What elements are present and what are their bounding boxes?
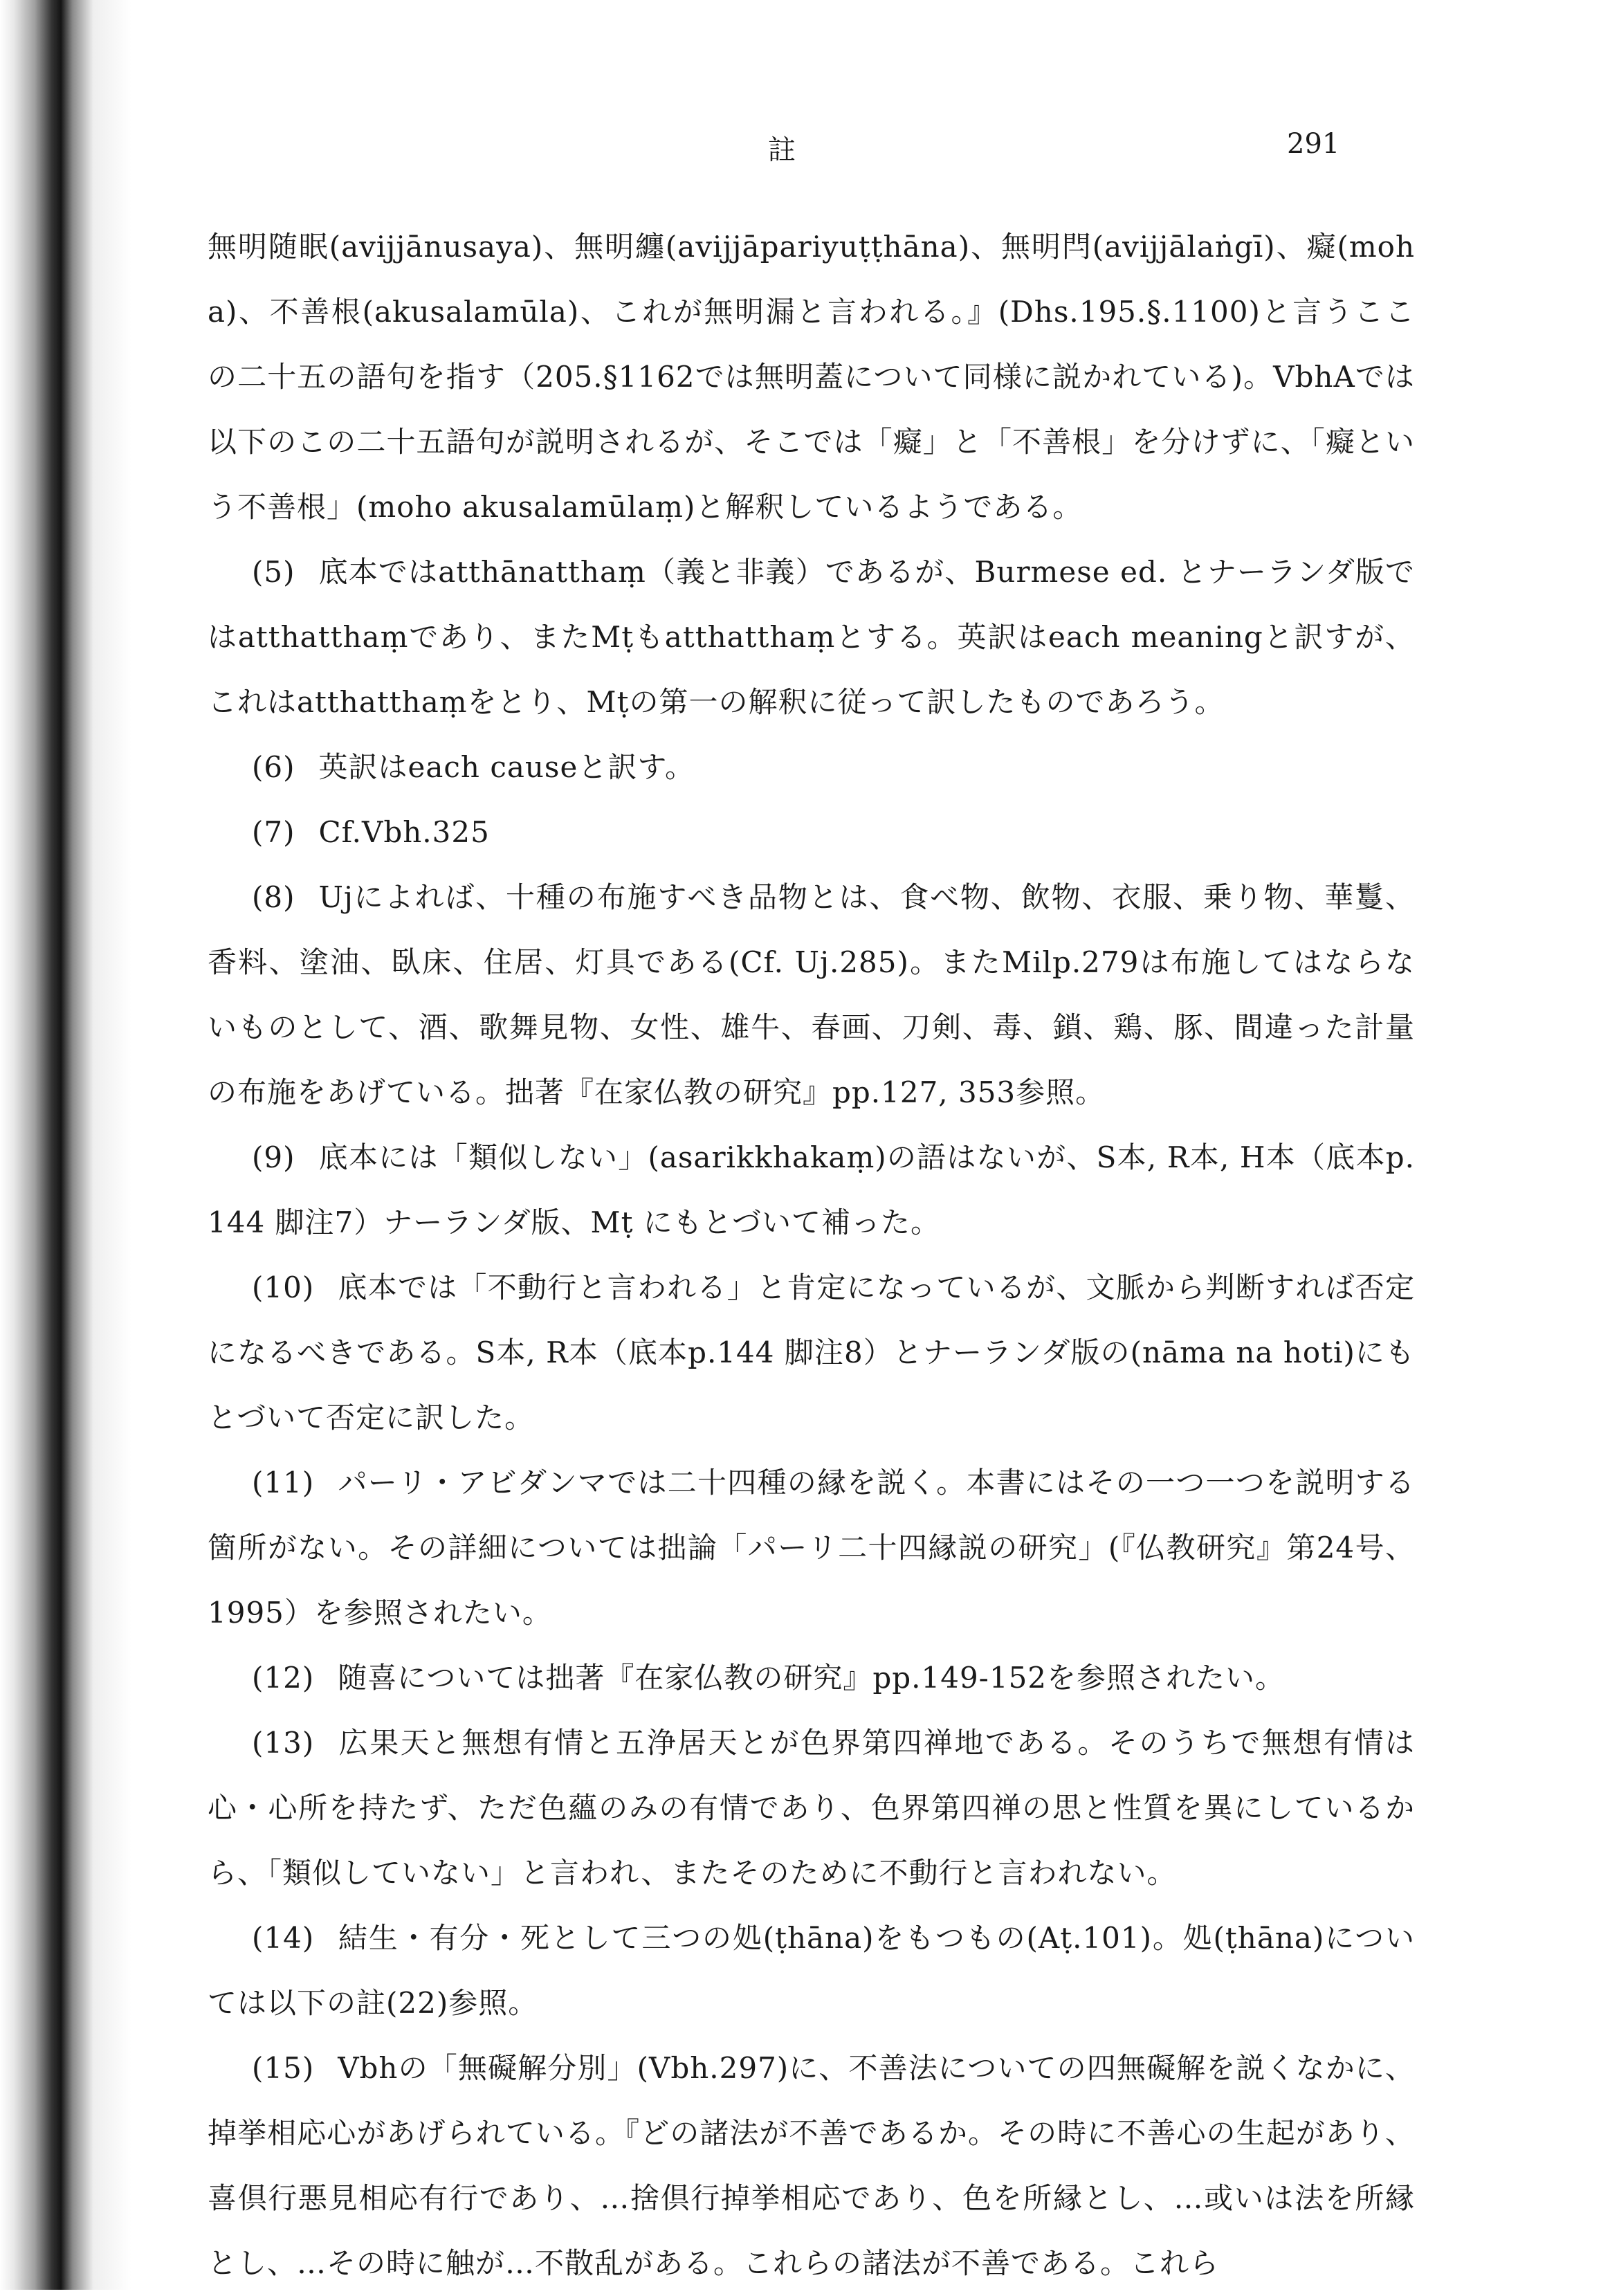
note-text: 結生・有分・死として三つの処(ṭhāna)をもつもの(Aṭ.101)。処(ṭhāna)については以下の註(22)参照。	[208, 1921, 1415, 2020]
note-7	[208, 800, 1415, 865]
note-text: Vbhの「無礙解分別」(Vbh.297)に、不善法についての四無礙解を説くなかに、掉挙相応心があげられている。『どの諸法が不善であるか。その時に不善心の生起があり、喜倶行悪見相応有行であり、…捨倶行掉挙相応であり、色を所縁とし、…或いは法を所縁とし、…その時に触が…不散乱がある。これらの諸法が不善である。これら	[208, 2051, 1415, 2280]
note-14	[208, 1906, 1415, 2036]
note-text: 無明随眠(avijjānusaya)、無明纏(avijjāpariyuṭṭhāna)、無明閂(avijjālaṅgī)、癡(moha)、不善根(akusalamūla)、これが無明漏と言われる。』(Dhs.195.§.1100)と言うここの二十五の語句を指す（205.§1162では無明蓋について同様に説かれている)。VbhAでは以下のこの二十五語句が説明されるが、そこでは「癡」と「不善根」を分けずに、「癡という不善根」(moho akusalamūlaṃ)と解釈しているようである。	[208, 230, 1415, 524]
note-number: (7)	[252, 815, 295, 849]
note-text: 底本には「類似しない」(asarikkhakaṃ)の語はないが、S本, R本, H本（底本p.144 脚注7）ナーランダ版、Mṭ にもとづいて補った。	[208, 1140, 1415, 1239]
note-text: 底本では「不動行と言われる」と肯定になっているが、文脈から判断すれば否定になるべきである。S本, R本（底本p.144 脚注8）とナーランダ版の(nāma na hoti)にもとづいて否定に訳した。	[208, 1270, 1415, 1434]
page-number: 291	[1287, 128, 1340, 160]
note-13	[208, 1711, 1415, 1906]
note-8	[208, 865, 1415, 1125]
note-number: (10)	[252, 1270, 315, 1304]
note-number: (9)	[252, 1140, 295, 1174]
note-11	[208, 1450, 1415, 1646]
binding-shadow	[0, 0, 131, 2290]
note-text: Cf.Vbh.325	[318, 815, 490, 849]
note-number: (5)	[252, 555, 295, 589]
running-head: 註	[768, 134, 797, 166]
note-number: (8)	[252, 880, 295, 914]
note-text: 英訳はeach causeと訳す。	[318, 750, 695, 784]
note-10	[208, 1255, 1415, 1450]
note-number: (14)	[252, 1921, 315, 1955]
note-text: Ujによれば、十種の布施すべき品物とは、食べ物、飲物、衣服、乗り物、華鬘、香料、塗油、臥床、住居、灯具である(Cf. Uj.285)。またMilp.279は布施してはならないものとして、酒、歌舞見物、女性、雄牛、春画、刀剣、毒、鎖、鶏、豚、間違った計量の布施をあげている。拙著『在家仏教の研究』pp.127, 353参照。	[208, 880, 1415, 1109]
note-number: (15)	[252, 2051, 315, 2085]
note-number: (12)	[252, 1661, 315, 1695]
note-12	[208, 1646, 1415, 1711]
note-15	[208, 2036, 1415, 2296]
note-text: パーリ・アビダンマでは二十四種の縁を説く。本書にはその一つ一つを説明する箇所がない。その詳細については拙論「パーリ二十四縁説の研究」(『仏教研究』第24号、1995）を参照されたい。	[208, 1466, 1415, 1630]
note-9	[208, 1125, 1415, 1255]
note-number: (6)	[252, 750, 295, 784]
note-text: 底本ではatthānatthaṃ（義と非義）であるが、Burmese ed. とナーランダ版ではatthatthaṃであり、またMṭもatthatthaṃとする。英訳はeach meaningと訳すが、これはatthatthaṃをとり、Mṭの第一の解釈に従って訳したものであろう。	[208, 555, 1415, 719]
notes-body	[208, 215, 1415, 2296]
note-number: (13)	[252, 1726, 315, 1760]
note-number: (11)	[252, 1466, 315, 1500]
note-5	[208, 540, 1415, 735]
note-text: 広果天と無想有情と五浄居天とが色界第四禅地である。そのうちで無想有情は心・心所を持たず、ただ色蘊のみの有情であり、色界第四禅の思と性質を異にしているから、「類似していない」と言われ、またそのために不動行と言われない。	[208, 1726, 1415, 1890]
note-text: 随喜については拙著『在家仏教の研究』pp.149-152を参照されたい。	[338, 1661, 1286, 1695]
note-6	[208, 735, 1415, 800]
note-continuation	[208, 215, 1415, 540]
